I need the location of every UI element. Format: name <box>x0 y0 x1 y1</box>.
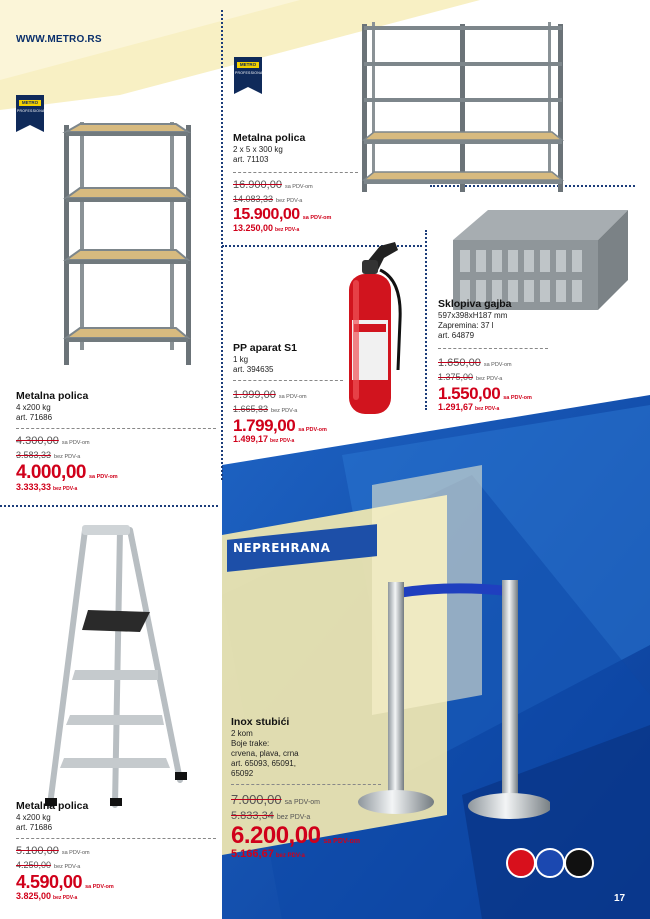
color-swatch-red <box>506 848 536 878</box>
divider <box>16 838 216 839</box>
badge-professional-text: PROFESSIONAL <box>235 71 265 75</box>
new-price: 1.799,00 sa PDV-om <box>233 416 327 435</box>
divider <box>438 348 548 349</box>
product-title: Sklopiva gajba <box>438 298 512 310</box>
product-spec: 1 kg <box>233 355 249 364</box>
product-spec: 4 x200 kg <box>16 403 51 412</box>
metro-logo: METRO <box>237 62 259 68</box>
metro-professional-badge <box>16 95 47 125</box>
product-spec: art. 65093, 65091, <box>231 759 296 768</box>
product-spec: 4 x200 kg <box>16 813 51 822</box>
badge-professional-text: PROFESSIONAL <box>17 109 47 113</box>
product-spec: art. 71686 <box>16 413 53 422</box>
product-metalna-polica-3 <box>16 800 216 904</box>
product-metalna-polica-2 <box>233 132 358 236</box>
new-price: 15.900,00 sa PDV-om <box>233 206 332 223</box>
product-spec: 2 kom <box>231 729 253 738</box>
net-price: 13.250,00 bez PDV-a <box>233 223 300 233</box>
metro-professional-badge <box>234 57 265 87</box>
net-price: 5.166,67 bez PDV-a <box>231 848 305 860</box>
product-spec: Boje trake: <box>231 739 270 748</box>
net-price: 3.333,33 bez PDV-a <box>16 482 78 492</box>
product-spec: 2 x 5 x 300 kg <box>233 145 283 154</box>
product-spec: art. 64879 <box>438 331 475 340</box>
old-price: 4.300,00 sa PDV-om <box>16 435 90 447</box>
product-spec: art. 394635 <box>233 365 274 374</box>
net-price: 3.825,00 bez PDV-a <box>16 891 78 901</box>
product-spec: crvena, plava, crna <box>231 749 299 758</box>
divider <box>233 172 358 173</box>
product-spec: 65092 <box>231 769 254 778</box>
product-title: Metalna polica <box>16 390 89 402</box>
product-sklopiva-gajba <box>438 298 548 415</box>
metro-logo: METRO <box>19 100 41 106</box>
old-net-price: 1.375,00 bez PDV-a <box>438 372 503 382</box>
old-price: 1.650,00 sa PDV-om <box>438 357 512 369</box>
product-title: Metalna polica <box>16 800 89 812</box>
section-label-neprehrana: NEPREHRANA <box>227 524 377 572</box>
net-price: 1.291,67 bez PDV-a <box>438 402 500 412</box>
divider <box>16 428 216 429</box>
divider <box>233 380 343 381</box>
color-swatch-blue <box>535 848 565 878</box>
old-price: 16.900,00 sa PDV-om <box>233 179 313 191</box>
divider-vertical-2 <box>425 230 427 410</box>
net-price: 1.499,17 bez PDV-a <box>233 434 295 444</box>
product-title: Metalna polica <box>233 132 306 144</box>
old-price: 7.000,00 sa PDV-om <box>231 792 321 807</box>
product-title: Inox stubići <box>231 716 290 728</box>
color-swatch-black <box>564 848 594 878</box>
new-price: 4.000,00 sa PDV-om <box>16 462 118 483</box>
old-price: 1.999,00 sa PDV-om <box>233 389 307 401</box>
product-spec: Zapremina: 37 l <box>438 321 494 330</box>
metal-shelf-wide-image <box>358 20 568 195</box>
product-spec: art. 71686 <box>16 823 53 832</box>
divider <box>231 784 381 785</box>
product-pp-aparat <box>233 342 343 447</box>
new-price: 4.590,00 sa PDV-om <box>16 872 114 892</box>
metal-shelf-image <box>58 120 198 370</box>
product-spec: 597x398xH187 mm <box>438 311 508 320</box>
divider-horizontal-3 <box>0 505 218 507</box>
new-price: 6.200,00 sa PDV-om <box>231 822 360 849</box>
old-net-price: 14.083,33 bez PDV-a <box>233 194 303 204</box>
old-price: 5.100,00 sa PDV-om <box>16 845 90 857</box>
product-metalna-polica-1 <box>16 390 216 495</box>
new-price: 1.550,00 sa PDV-om <box>438 384 532 403</box>
fire-extinguisher-image <box>340 240 410 420</box>
website-url[interactable]: WWW.METRO.RS <box>16 34 102 45</box>
old-net-price: 4.250,00 bez PDV-a <box>16 860 81 870</box>
old-net-price: 1.665,83 bez PDV-a <box>233 404 298 414</box>
old-net-price: 5.833,34 bez PDV-a <box>231 810 311 822</box>
product-inox-stubici <box>231 716 381 863</box>
product-spec: art. 71103 <box>233 155 269 164</box>
product-title: PP aparat S1 <box>233 342 298 354</box>
step-ladder-image <box>40 520 190 810</box>
page-number: 17 <box>614 893 626 904</box>
old-net-price: 3.583,33 bez PDV-a <box>16 450 81 460</box>
